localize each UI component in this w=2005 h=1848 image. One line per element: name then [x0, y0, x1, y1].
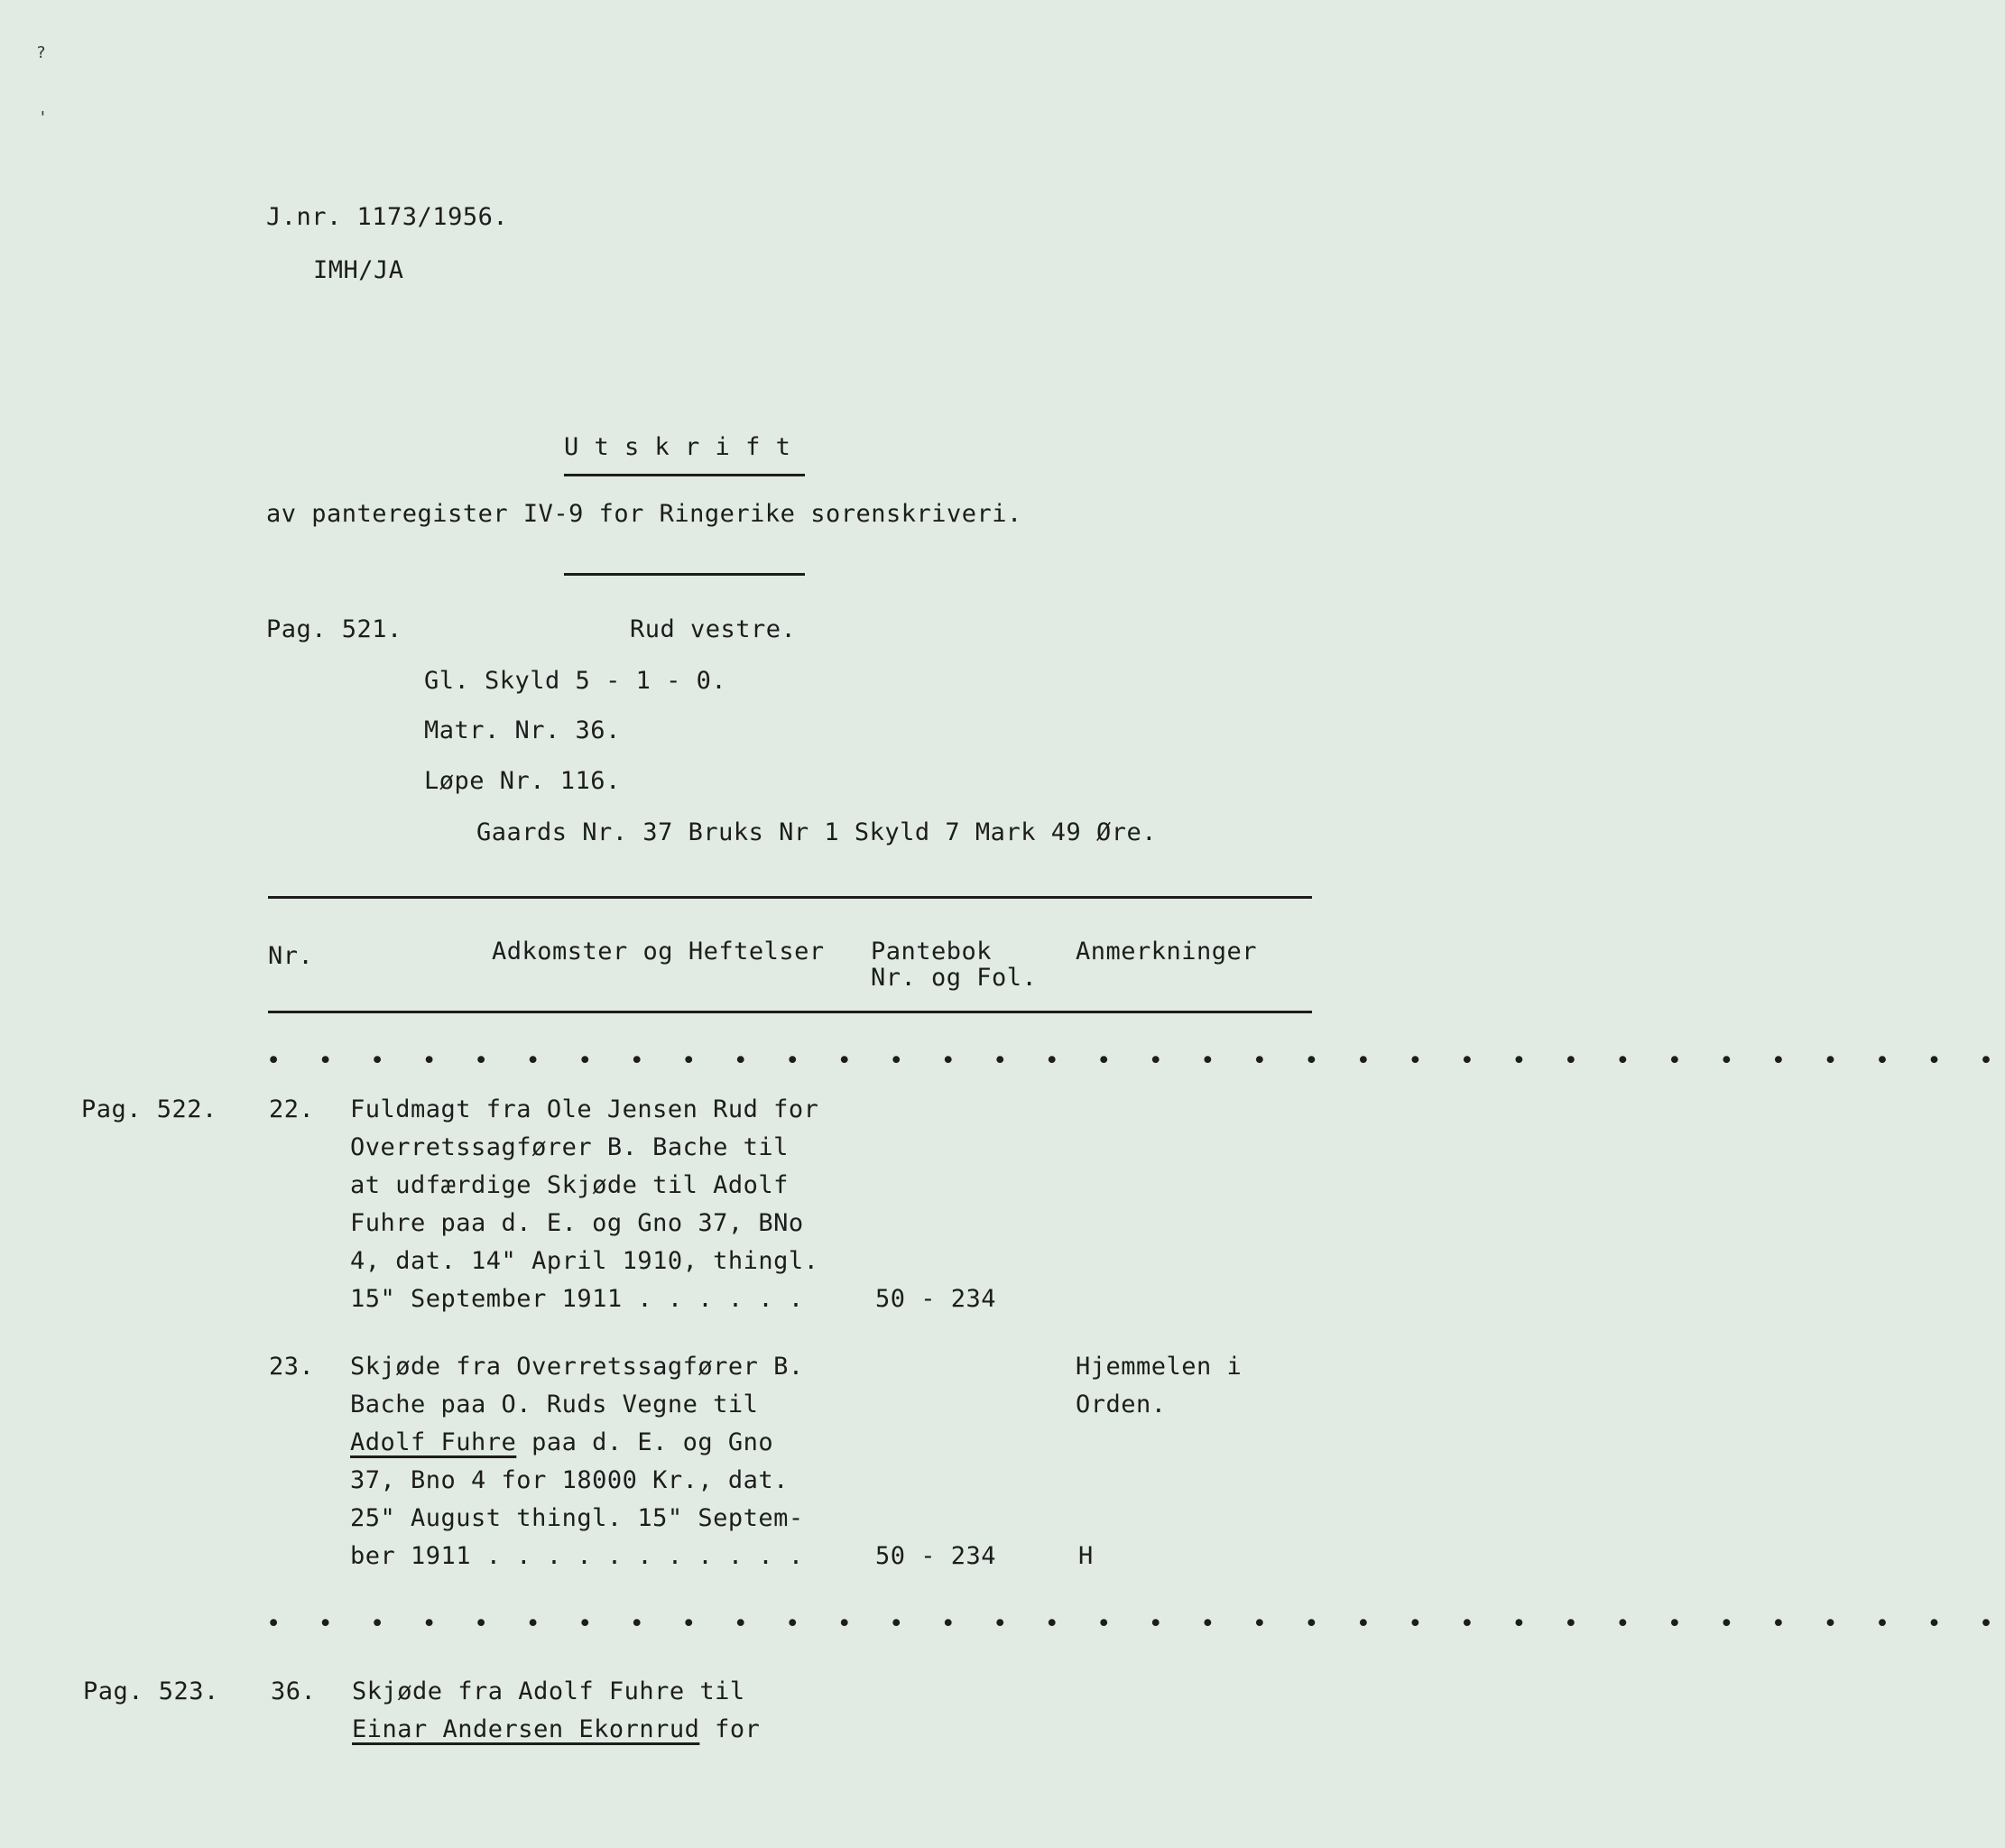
entry-23-line: Bache paa O. Ruds Vegne til — [350, 1391, 759, 1418]
entry-36-line — [352, 1712, 760, 1748]
title-divider — [564, 573, 805, 576]
document-subtitle: av panteregister IV-9 for Ringerike sorenskriveri. — [266, 500, 1022, 528]
column-nr: Nr. — [268, 942, 314, 970]
entry-23-line: 37, Bno 4 for 18000 Kr., dat. — [350, 1466, 789, 1494]
entry-22-line: Fuldmagt fra Ole Jensen Rud for — [350, 1095, 819, 1123]
column-adkomster: Adkomster og Heftelser — [492, 938, 825, 966]
entry-22-line: 4, dat. 14" April 1910, thingl. — [350, 1247, 819, 1275]
entry-22-line: at udfærdige Skjøde til Adolf — [350, 1171, 789, 1199]
entry-23-underlined-name: Adolf Fuhre — [350, 1428, 517, 1456]
property-gaards: Gaards Nr. 37 Bruks Nr 1 Skyld 7 Mark 49 Øre. — [476, 818, 1157, 846]
entry-22-line: Fuhre paa d. E. og Gno 37, BNo — [350, 1209, 804, 1237]
entry-23-line: Skjøde fra Overretssagfører B. — [350, 1353, 804, 1381]
entry-23-anmerkning: H — [1078, 1542, 1094, 1570]
property-lope: Løpe Nr. 116. — [424, 767, 621, 795]
entry-36-page: Pag. 523. — [83, 1677, 219, 1705]
entry-22-nr: 22. — [269, 1095, 315, 1123]
initials: IMH/JA — [313, 256, 404, 284]
dot-separator: • • • • • • • • • • • • • • • • • • • • • • • • • • • • • • • • • • — [266, 1047, 2005, 1075]
entry-22-pantebok: 50 - 234 — [875, 1285, 997, 1313]
column-pantebok-line1: Pantebok — [871, 938, 993, 966]
document-title: U t s k r i f t — [564, 433, 791, 461]
entry-36-line-rest: for — [715, 1715, 761, 1743]
entry-36-line: Skjøde fra Adolf Fuhre til — [352, 1677, 745, 1705]
table-header-rule — [268, 1011, 1312, 1013]
margin-mark-top: ? — [36, 43, 46, 62]
entry-23-anmerkning: Hjemmelen i — [1076, 1353, 1243, 1381]
property-matr: Matr. Nr. 36. — [424, 716, 621, 744]
entry-36-nr: 36. — [271, 1677, 317, 1705]
dot-separator: • • • • • • • • • • • • • • • • • • • • • • • • • • • • • • • • • • — [266, 1610, 2005, 1638]
column-pantebok-line2: Nr. og Fol. — [871, 964, 1038, 992]
entry-23-nr: 23. — [269, 1353, 315, 1381]
property-skyld: Gl. Skyld 5 - 1 - 0. — [424, 667, 727, 695]
entry-22-page: Pag. 522. — [81, 1095, 217, 1123]
entry-22-line: 15" September 1911 . . . . . . — [350, 1285, 804, 1313]
property-name: Rud vestre. — [630, 615, 797, 643]
entry-23-line — [350, 1425, 773, 1461]
entry-23-line: ber 1911 . . . . . . . . . . . — [350, 1542, 804, 1570]
entry-23-line-rest: paa d. E. og Gno — [531, 1428, 774, 1456]
entry-36-underlined-name: Einar Andersen Ekornrud — [352, 1715, 700, 1743]
entry-23-pantebok: 50 - 234 — [875, 1542, 997, 1570]
margin-mark-bottom: ' — [38, 108, 48, 127]
property-page: Pag. 521. — [266, 615, 402, 643]
column-anmerkninger: Anmerkninger — [1076, 938, 1258, 966]
entry-22-line: Overretssagfører B. Bache til — [350, 1133, 789, 1161]
entry-23-line: 25" August thingl. 15" Septem- — [350, 1504, 804, 1532]
journal-number: J.nr. 1173/1956. — [266, 203, 509, 231]
title-underline — [564, 474, 805, 476]
table-top-rule — [268, 896, 1312, 899]
entry-23-anmerkning: Orden. — [1076, 1391, 1167, 1418]
